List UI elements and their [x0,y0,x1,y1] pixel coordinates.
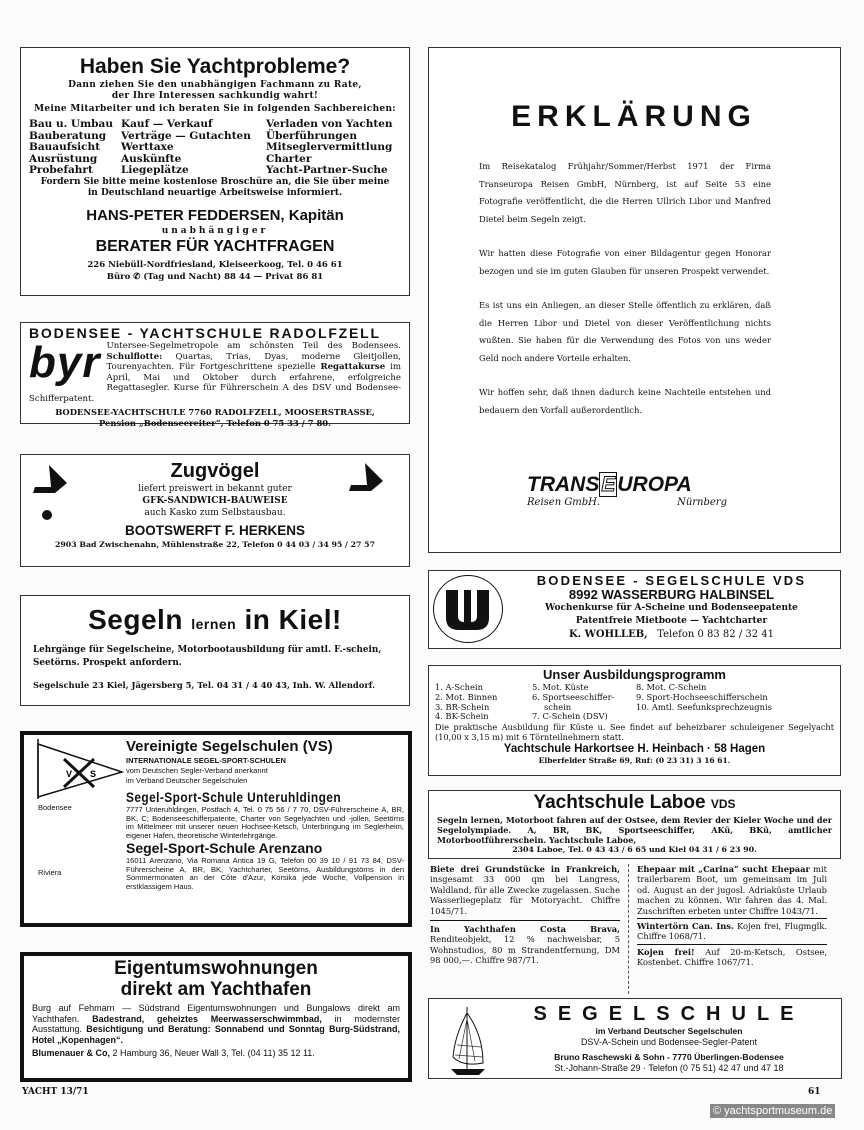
course-item: 9. Sport-Hochseeschifferschein [636,691,768,702]
body-line: im Verband Deutscher Segelschulen [595,1026,743,1036]
intro-line: der Ihre Interessen sachkundig wahrt! [111,91,319,101]
logo-text: TRANS [527,473,600,496]
ad-vereinigte-segelschulen [20,731,412,927]
classified-item [430,864,620,916]
svg-text:S: S [90,769,97,779]
address: Elberfelder Straße 69, Ruf: (0 23 31) 3 16 61. [538,756,731,766]
ad-title: Haben Sie Yachtprobleme? [79,55,351,78]
body-text: im April, Mai und Oktober durch erfahrene, erfolgreiche Regattasegler. Kurse für Führerschein A des DSV und Bodensee-Schifferpatent. [29,362,402,404]
page-number: 61 [808,1087,821,1097]
ad-title: Unser Ausbildungsprogramm [543,667,726,682]
services-list [29,119,401,177]
consultant-sub: unabhängiger [161,225,269,236]
ad-ausbildungsprogramm [428,665,841,776]
body-line: auch Kasko zum Selbstausbau. [144,508,286,518]
address: 2304 Laboe, Tel. 0 43 43 / 6 65 und Kiel 04 31 / 6 23 90. [512,845,757,854]
consultant-name: HANS-PETER FEDDERSEN, Kapitän [86,206,344,224]
body-bold: Badestrand, geheiztes Meerwasserschwimmbad, [92,1013,322,1024]
body-text: Burg auf Fehmarn — Südstrand Eigentumswohnungen und Bungalows direkt am Yachthafen. [32,1003,400,1024]
place: 8992 WASSERBURG HALBINSEL [568,587,775,602]
course-list [435,683,834,722]
body-text: Lehrgänge für Segelscheine, Motorbootausbildung für amtl. F.-schein, Seetörns. Prospekt anfordern. [33,645,382,668]
body-line: im Verband Deutscher Segelschulen [126,776,248,785]
pension: Pension „Bodenseereiter“, Telefon 0 75 33 / 7 80. [98,417,332,428]
ad-title: BODENSEE - YACHTSCHULE RADOLFZELL [29,325,381,341]
classified-text: insgesamt 33 000 qm bei Langress, Waldland, für alle Zwecke zugelassen. Suche Wasserliegeplatz für Motoryacht. Chiffre 1045/71. [430,874,620,916]
service-item: Mitseglervermittlung [266,141,393,153]
course-item: 3. BR-Schein [435,701,490,712]
paragraph: Es ist uns ein Anliegen, an dieser Stelle öffentlich zu erklären, daß die Herren Libor und Dietel von dieser Veröffentlichung nichts wußten. Sie haben für die Verwendung des Fotos von uns weder Geld noch andere Vorteile erhalten. [479,300,771,363]
ad-wasserburg [428,570,841,649]
phone: Telefon 0 83 82 / 32 41 [657,629,774,640]
body-line: Patentfreie Mietboote — Yachtcharter [575,616,768,626]
intro-line: Dann ziehen Sie den unabhängigen Fachmann zu Rate, [68,80,362,90]
body-line: St.-Johann-Straße 29 · Telefon (0 75 51) 42 47 und 47 18 [554,1063,784,1073]
logo-text: UROPA [617,473,692,496]
course-item: 7. C-Schein (DSV) [532,711,608,722]
paragraph: Wir hatten diese Fotografie von einer Bildagentur gegen Honorar bezogen und sie im guten Glauben für unseren Prospekt verwendet. [479,248,771,276]
classifieds [430,864,842,996]
ad-kiel [20,595,410,706]
vds-badge: VDS [710,797,736,811]
classified-lead: In Yachthafen Costa Brava, [430,924,620,935]
service-item: Probefahrt [29,164,93,176]
body-bold: Schulflotte: [106,351,163,362]
bird-icon [349,463,385,493]
course-item: 2. Mot. Binnen [435,691,498,702]
classified-text: Kojen frei, Flugmglk. Chiffre 1068/71. [637,921,828,942]
ad-radolfzell [20,322,410,428]
bird-icon [33,465,69,520]
ad-title: Zugvögel [170,460,260,482]
logo-sub: Nürnberg [677,497,727,508]
brochure-line: Fordern Sie bitte meine kostenlose Broschüre an, die Sie über meine [40,176,390,187]
service-item: Liegeplätze [121,164,189,176]
classified-item [637,921,827,942]
ad-title: Yachtschule Laboe [533,792,706,813]
logo-sub: Reisen GmbH. [527,497,601,508]
svg-text:V: V [66,769,73,779]
phone: Büro ✆ (Tag und Nacht) 88 44 — Privat 86 81 [106,271,324,282]
service-item: Yacht-Partner-Suche [266,164,388,176]
ad-title: ERKLÄRUNG [511,100,757,133]
course-item: 5. Mot. Küste [532,682,589,692]
paragraph: Wir hoffen sehr, daß ihnen dadurch keine Nachteile entstehen und bedauern den Vorfall außerordentlich. [479,387,771,415]
ad-zugvoegel [20,454,410,567]
service-item: Bauaufsicht [29,141,101,153]
classified-text: Renditeobjekt, 12 % nachweisbar, 5 Wohnstudios, 80 m Strandentfernung, DM 98 000,—. Chiffre 987/71. [430,934,620,966]
school-text: 7777 Unteruhldingen, Postfach 4, Tel. 0 75 56 / 7 70, DSV-Führerscheine A, BR, BK, C; Bodenseeschifferpatente, Charter von Segelyachten und -jollen, Seetörns im Mittelmeer mit unserer neuen Hochsee-Ketsch, Unterbringung im Seglerheim, eigener Hafen, theoretische Winterlehrgänge. [126,805,404,840]
ad-title: BODENSEE - SEGELSCHULE VDS [536,573,807,588]
service-item: Bau u. Umbau [29,118,113,130]
ad-eigentumswohnungen [20,952,412,1082]
course-item: 8. Mot. C-Schein [636,682,707,692]
ad-erklaerung [428,47,841,553]
address: BODENSEE-YACHTSCHULE 7760 RADOLFZELL, MOOSERSTRASSE, [55,406,375,417]
classified-item [430,924,620,966]
logo-e: E [601,473,616,496]
transeuropa-logo [527,473,727,508]
region-label: Riviera [38,868,62,877]
body-text: in modernster Ausstattung. [32,1013,400,1034]
course-item: schein [544,701,572,712]
intro-line: Meine Mitarbeiter und ich beraten Sie in folgenden Sachbereichen: [34,104,396,114]
paragraph: Im Reisekatalog Frühjahr/Sommer/Herbst 1971 der Firma Transeuropa Reisen GmbH, Nürnberg, ist auf Seite 53 eine Fotografie veröffentlicht, die die Herren Ullrich Libor und Manfred Dietel beim Segeln zeigt. [479,161,771,224]
ad-title: Eigentumswohnungen [114,958,318,979]
ad-title: direkt am Yachthafen [120,979,312,1000]
classified-lead: Wintertörn Can. Ins. [637,921,734,932]
service-item: Auskünfte [121,152,182,165]
w-logo-icon [433,575,503,643]
course-item: 4. BK-Schein [435,711,489,722]
ad-title: Vereinigte Segelschulen (VS) [126,738,333,755]
company-name: Blumenauer & Co, [32,1048,111,1058]
ad-title: SEGELSCHULE [533,1003,805,1025]
body-line: GFK-SANDWICH-BAUWEISE [142,496,288,506]
service-item: Kauf — Verkauf [121,118,213,130]
ad-laboe [428,790,841,859]
classified-lead: Ehepaar mit „Carina“ sucht Ehepaar [637,864,810,874]
body-text: Untersee-Segelmetropole am schönsten Teil des Bodensees. [106,341,401,351]
ad-title: lernen [191,616,237,632]
sailboat-icon [449,1005,489,1077]
body-line: Wochenkurse für A-Scheine und Bodenseepatente [545,603,798,613]
subtitle: INTERNATIONALE SEGEL-SPORT-SCHULEN [126,756,286,765]
course-item: 1. A-Schein [435,682,483,692]
classified-lead: Kojen frei! [637,946,695,957]
consultant-role: BERATER FÜR YACHTFRAGEN [95,237,335,255]
region-label: Bodensee [38,803,72,812]
body-text: Segeln lernen, Motorboot fahren auf der Ostsee, dem Revier der Kieler Woche und der Segelolympiade. A, BR, BK, Sportseeschiffer, AKü, BKü, amtlicher Motorbootführerschein. Yachtschule Laboe, [437,815,832,845]
body-text: Die praktische Ausbildung für Küste u. See findet auf beheizbarer schuleigener Segelyacht (10,00 x 3,15 m) mit 6 Törnteilnehmern statt. [435,722,834,743]
classified-lead: Biete drei Grundstücke in Frankreich, [430,864,620,874]
body-line: Bruno Raschewski & Sohn - 7770 Überlingen-Bodensee [554,1052,784,1062]
classified-item [637,947,827,968]
magazine-issue: YACHT 13/71 [22,1087,89,1097]
school-name: Yachtschule Harkortsee H. Heinbach · 58 Hagen [503,743,766,756]
ad-yachtprobleme [20,47,410,296]
byr-logo: byr [29,338,101,387]
body-bold: Regattakurse [320,362,386,373]
ad-title: in Kiel! [244,604,342,635]
service-item: Überführungen [266,129,357,142]
course-item: 10. Amtl. Seefunksprechzeugnis [636,701,772,712]
service-item: Verträge — Gutachten [121,129,251,142]
company-name: BOOTSWERFT F. HERKENS [124,523,305,538]
body-bold: Besichtigung und Beratung: Sonnabend und Sonntag Burg-Südstrand, Hotel „Kopenhagen“. [32,1024,400,1045]
school-name: Segel-Sport-Schule Arenzano [126,840,323,856]
ad-segelschule [428,998,842,1079]
school-text: 16011 Arenzano, Via Romana Antica 19 G, Telefon 00 39 10 / 91 73 84, DSV-Führerscheine A, BR, BK, Yachtcharter, Seetörns, Ausbildungstörns in den Sommermonaten an der Côte d'Azur, Korsika jede Woche, Vollpension in erstklassigem Haus. [126,856,404,891]
service-item: Charter [266,152,312,165]
body-line: DSV-A-Schein und Bodensee-Segler-Patent [580,1037,758,1047]
address: Segelschule 23 Kiel, Jägersberg 5, Tel. 04 31 / 4 40 43, Inh. W. Allendorf. [33,680,375,690]
classified-text: Auf 20-m-Ketsch, Ostsee, Kostenbet. Chiffre 1067/71. [637,946,827,968]
service-item: Verladen von Yachten [266,118,393,130]
classified-text: mit trailerbarem Boot, um gemeinsam im Juli od. August an der jugosl. Adriaküste Urlaub machen zu können. Wir fahren das 4. Mal. Zuschriften erbeten unter Chiffre 1043/71. [637,864,827,916]
address: 2 Hamburg 36, Neuer Wall 3, Tel. (04 11) 35 12 11. [112,1048,315,1058]
body-line: liefert preiswert in bekannt guter [138,484,292,494]
service-item: Ausrüstung [29,152,98,165]
ad-title: Segeln [88,604,183,635]
body-text: Quartas, Trias, Dyas, moderne Gleitjollen, Tourenyachten. Für Fortgeschrittene spezielle [106,351,401,373]
course-item: 6. Sportseeschiffer- [532,691,615,702]
address: 226 Niebüll-Nordfriesland, Kleiseerkoog, Tel. 0 46 61 [87,259,343,270]
address: 2903 Bad Zwischenahn, Mühlenstraße 22, Telefon 0 44 03 / 34 95 / 27 57 [54,540,376,549]
body-line: vom Deutschen Segler-Verband anerkannt [126,766,268,775]
vs-pennant-icon [34,739,124,799]
service-item: Bauberatung [29,129,107,142]
classified-item [637,864,827,916]
owner-name: K. WOHLLEB, [568,629,648,640]
school-name: Segel-Sport-Schule Unteruhldingen [126,789,342,805]
service-item: Werttaxe [121,141,174,153]
brochure-line: in Deutschland neuartige Arbeitsweise informiert. [87,187,343,198]
watermark: © yachtsportmuseum.de [710,1104,835,1118]
